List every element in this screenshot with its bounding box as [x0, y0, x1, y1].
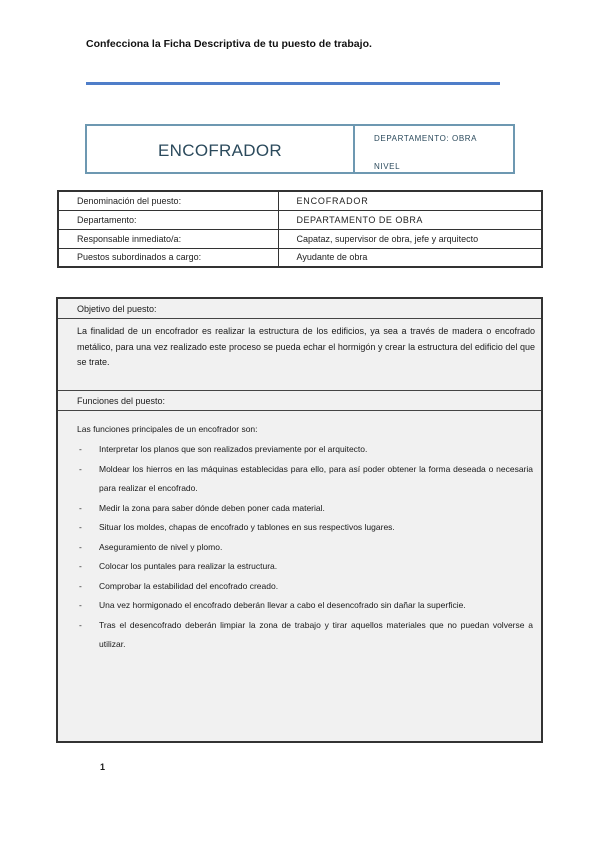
row-label: Denominación del puesto:	[58, 191, 278, 210]
row-value: ENCOFRADOR	[278, 191, 542, 210]
functions-section	[58, 411, 541, 655]
table-row	[58, 248, 542, 267]
objective-heading: Objetivo del puesto:	[58, 299, 541, 319]
objective-text: La finalidad de un encofrador es realizar la estructura de los edificios, ya sea a través de madera o encofrado metálico, para una vez realizado este proceso se pueda echar el hormigón y crear la estructura del edificio del que se trate.	[58, 319, 541, 391]
list-item: - Comprobar la estabilidad del encofrado creado.	[77, 577, 533, 597]
list-item: - Colocar los puntales para realizar la estructura.	[77, 557, 533, 577]
list-item: - Interpretar los planos que son realizados previamente por el arquitecto.	[77, 440, 533, 460]
job-title: ENCOFRADOR	[87, 126, 355, 172]
list-item: - Medir la zona para saber dónde deben poner cada material.	[77, 499, 533, 519]
page-heading: Confecciona la Ficha Descriptiva de tu puesto de trabajo.	[86, 38, 372, 50]
row-label: Departamento:	[58, 210, 278, 229]
description-box	[56, 297, 543, 743]
list-item: - Una vez hormigonado el encofrado deberán llevar a cabo el desencofrado sin dañar la superficie.	[77, 596, 533, 616]
table-row	[58, 191, 542, 210]
row-label: Responsable inmediato/a:	[58, 229, 278, 248]
row-value: Ayudante de obra	[278, 248, 542, 267]
table-row	[58, 229, 542, 248]
info-table	[57, 190, 543, 268]
row-value: Capataz, supervisor de obra, jefe y arquitecto	[278, 229, 542, 248]
functions-heading: Funciones del puesto:	[58, 391, 541, 411]
level-label: NIVEL	[374, 162, 401, 171]
table-row	[58, 210, 542, 229]
heading-rule	[86, 82, 500, 85]
list-item: - Aseguramiento de nivel y plomo.	[77, 538, 533, 558]
list-item: - Tras el desencofrado deberán limpiar la zona de trabajo y tirar aquellos materiales que no puedan volverse a utilizar.	[77, 616, 533, 655]
functions-list	[77, 440, 533, 655]
row-value: DEPARTAMENTO DE OBRA	[278, 210, 542, 229]
title-box	[85, 124, 515, 174]
list-item: - Moldear los hierros en las máquinas establecidas para ello, para así poder obtener la forma deseada o necesaria para realizar el encofrado.	[77, 460, 533, 499]
functions-intro: Las funciones principales de un encofrador son:	[77, 424, 258, 434]
department-label: DEPARTAMENTO: OBRA	[374, 134, 478, 143]
list-item: - Situar los moldes, chapas de encofrado y tablones en sus respectivos lugares.	[77, 518, 533, 538]
row-label: Puestos subordinados a cargo:	[58, 248, 278, 267]
page-number: 1	[100, 762, 106, 772]
title-meta	[355, 126, 513, 172]
